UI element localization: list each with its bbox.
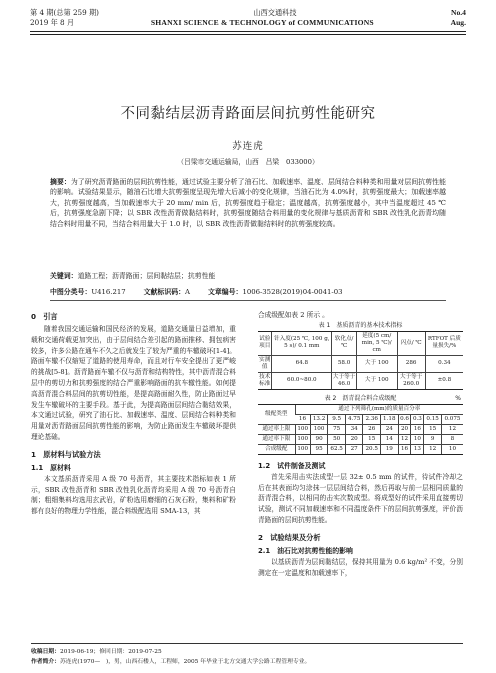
header-rule-thin — [30, 34, 466, 35]
table-cell: 10 — [441, 444, 463, 454]
table-cell: 14 — [381, 434, 399, 444]
issue-date: 2019 年 8 月 — [30, 18, 75, 27]
table-row — [258, 372, 463, 389]
table-cell: 9 — [424, 434, 442, 444]
table-cell: 90 — [310, 434, 328, 444]
table-cell: 15 — [363, 434, 381, 444]
subsection-heading-oil-ratio: 2.1 油石比对抗剪性能的影响 — [258, 546, 353, 555]
table-cell: 实测值 — [258, 355, 272, 372]
doc-code-value: A — [185, 288, 190, 296]
section-heading-intro: 0 引言 — [31, 312, 58, 321]
author-affiliation: （吕梁市交通运输局，山西 吕梁 033000） — [177, 158, 319, 166]
sieve-size: 4.75 — [345, 414, 363, 424]
sieve-size: 0.15 — [424, 414, 442, 424]
author-bio: 苏连虎(1970— )，男，山西石楼人，工程师，2005 年毕业于北方交通大学公路工程管理专业。 — [60, 659, 311, 665]
table-row — [258, 434, 463, 444]
results-paragraph: 以基质沥青为层间黏结层，保持其用量为 0.6 kg/m² 不变，分别测定在一定温度和加载速率下， — [258, 557, 463, 577]
paper-title: 不同黏结层沥青路面层间抗剪性能研究 — [120, 106, 376, 122]
table-cell: 286 — [397, 355, 425, 372]
sieve-size: 9.5 — [328, 414, 346, 424]
subsection-heading-raw-materials: 1.1 原材料 — [31, 463, 71, 472]
table-header: 软化点/ ℃ — [332, 331, 357, 355]
table-cell: 50 — [328, 434, 346, 444]
article-no-value: 1006-3528(2019)04-0041-03 — [242, 288, 343, 296]
table-cell: 26 — [363, 424, 381, 434]
table-cell: 16 — [398, 444, 411, 454]
header-rule — [30, 31, 466, 32]
author-name: 苏连虎 — [232, 141, 264, 152]
sieve-size: 0.3 — [411, 414, 424, 424]
table2-unit: % — [455, 394, 461, 402]
table-cell: 24 — [381, 424, 399, 434]
table-cell: 20 — [345, 434, 363, 444]
table-header: 通过下列筛孔(mm)的质量百分率 — [295, 404, 463, 414]
sieve-size: 16 — [295, 414, 310, 424]
keywords-text: 道路工程；沥青路面；层间黏结层；抗剪性能 — [77, 272, 216, 280]
table-cell: 58.0 — [332, 355, 357, 372]
table-cell: 12 — [424, 444, 442, 454]
table-cell: 15 — [424, 424, 442, 434]
table-cell: 60.0~80.0 — [272, 372, 332, 389]
keywords-label: 关键词： — [50, 272, 78, 280]
table-cell: 34 — [345, 424, 363, 434]
sieve-size: 13.2 — [310, 414, 328, 424]
issue-no: No.4 — [451, 8, 466, 17]
table-cell: 大于 100 — [356, 355, 397, 372]
table-cell: 100 — [295, 424, 310, 434]
table-header: 闪点/ ℃ — [397, 331, 425, 355]
table-cell: 64.8 — [272, 355, 332, 372]
table-cell: 20.5 — [363, 444, 381, 454]
table2-title: 表 2 沥青混合料合成级配 — [324, 394, 397, 402]
table-header: 延度(5 cm/ min, 5 ℃)/ cm — [356, 331, 397, 355]
table-cell: 13 — [411, 444, 424, 454]
table-header: 试验项目 — [258, 331, 272, 355]
table-cell: 16 — [411, 424, 424, 434]
article-no-label: 文章编号： — [207, 288, 243, 296]
table-header: 级配类型 — [258, 404, 295, 424]
table-header: 针入度(25 ℃, 100 g, 5 s)/ 0.1 mm — [272, 331, 332, 355]
received-label: 收稿日期： — [31, 649, 60, 655]
issue-number: 第 4 期(总第 259 期) — [30, 8, 99, 17]
clc-label: 中图分类号： — [50, 288, 92, 296]
table-cell: 27 — [345, 444, 363, 454]
materials-paragraph: 本文基质沥青采用 A 级 70 号沥青，其主要技术指标如表 1 所示，SBR 改性沥青和 SBR 改性乳化沥青均采用 A 级 70 号沥青自制；粗细集料均选用玄武岩，矿粉选用磨细的石灰石粉，集料和矿粉都有良好的物理力学性能，混合料级配选用 SMA-13，其 — [31, 474, 236, 516]
table1-asphalt-properties — [258, 331, 463, 390]
row-label: 通过率上限 — [258, 424, 295, 434]
table-cell: 10 — [411, 434, 424, 444]
table-cell: 12 — [441, 424, 463, 434]
table-cell: 100 — [295, 434, 310, 444]
sieve-size: 1.18 — [381, 414, 399, 424]
table-cell: 75 — [328, 424, 346, 434]
row-label: 合成级配 — [258, 444, 295, 454]
sieve-size: 2.36 — [363, 414, 381, 424]
subsection-heading-specimen: 1.2 试件制备及测试 — [258, 461, 326, 470]
classification-line — [50, 287, 446, 297]
running-header — [30, 8, 466, 42]
footnote — [31, 643, 463, 667]
table-cell: 0.34 — [425, 355, 463, 372]
abstract-text: 为了研究沥青路面的层间抗剪性能，通过试验主要分析了油石比、加载速率、温度、层间结合料种类和用量对层间抗剪性能的影响。试验结果显示，随油石比增大抗剪强度呈现先增大后减小的变化规律，当油石比为 4.0%时，抗剪强度最大；加载速率越大，抗剪强度越高，当加载速率大于 20 mm/ min 后，抗剪强度趋于稳定；温度越高，抗剪强度越小，其中当温度超过 45 ℃后，抗剪强度急剧下降；以 SBR 改性沥青做黏结料时，抗剪强度随结合料用量的变化规律与基质沥青和 SBR 改性乳化沥青均随结合料时用量不同，当结合料用量大于 1.0 时，以 SBR 改性沥青做黏结料时的抗剪强度较高。 — [50, 178, 447, 228]
abstract — [50, 177, 446, 229]
table-cell: 大于 100 — [356, 372, 397, 389]
doc-code-label: 文献标识码： — [143, 288, 185, 296]
table-cell: 大于等于 260.0 — [397, 372, 425, 389]
table1-caption: 表 1 基质沥青的基本技术指标 — [318, 321, 403, 329]
author-bio-label: 作者简介： — [31, 659, 60, 665]
table2-caption — [258, 394, 463, 404]
table-cell: 技术标准 — [258, 372, 272, 389]
table-cell: ±0.8 — [425, 372, 463, 389]
table-cell: 95 — [310, 444, 328, 454]
left-column — [31, 310, 236, 517]
table-cell: 62.5 — [328, 444, 346, 454]
table-row — [258, 444, 463, 454]
table-cell: 12 — [398, 434, 411, 444]
right-column — [258, 310, 463, 578]
sieve-size: 0.6 — [398, 414, 411, 424]
abstract-divider — [50, 300, 446, 301]
table2-gradation — [258, 404, 463, 455]
table-row — [258, 424, 463, 434]
gradation-intro-text: 合成级配如表 2 所示 。 — [258, 311, 329, 319]
table-cell: 大于等于 46.0 — [332, 372, 357, 389]
sieve-size: 0.075 — [441, 414, 463, 424]
journal-name-en: SHANXI SCIENCE & TECHNOLOGY of COMMUNICATIONS — [150, 18, 374, 27]
table-cell: 8 — [441, 434, 463, 444]
keywords — [50, 271, 446, 281]
table-cell: 20 — [398, 424, 411, 434]
intro-paragraph: 随着我国交通运输和国民经济的发展，道路交通量日益增加，重载和交通荷载更加突出，由于层间结合差引起的路面推移、拥包病害较多，许多公路在通车不久之后就发生了较为严重的车辙破坏[1-4]。路面车辙不仅缩短了道路的使用寿命，而且对行车安全提出了更严峻的挑战[5-8]。沥青路面车辙不仅与沥青和结构特性，其中沥青混合料层中的剪切力和抗剪强度的结合严重影响路面的抗车辙性能。如何提高沥青混合料层间的抗剪切性能，是提高路面耐久性，防止路面过早发生车辙破坏的主要手段。基于此，为提高路面层间结合黏结效果，本文通过试验，研究了油石比、加载速率、温度、层间结合料种类和用量对沥青路面层间抗剪性能的影响，为防止路面发生车辙破坏提供理论基础。 — [31, 325, 236, 441]
table-header: RTFOT 后质量损失/% — [425, 331, 463, 355]
section-heading-results: 2 试验结果及分析 — [258, 532, 321, 542]
issue-month: Aug. — [450, 18, 466, 27]
journal-name-cn: 山西交通科技 — [253, 8, 297, 17]
section-heading-materials: 1 原材料与试验方法 — [31, 449, 101, 459]
table-cell: 19 — [381, 444, 399, 454]
specimen-paragraph: 首先采用击实法成型一层 32± 0.5 mm 的试件，待试件冷却之后在其表面均匀涂抹一层层间结合料，然后再取与前一层相同质量的沥青混合料，以相同的击实次数成型。将成型好的试件采用直接剪切试验，测试不同加载速率和不同温度条件下的层间抗剪强度，评价沥青路面的层间抗剪性能。 — [258, 472, 463, 524]
row-label: 通过率下限 — [258, 434, 295, 444]
table-cell: 100 — [310, 424, 328, 434]
abstract-label: 摘要： — [50, 178, 71, 186]
table-row — [258, 355, 463, 372]
received-dates: 2019-06-19；修回日期：2019-07-25 — [60, 649, 162, 655]
clc-value: U416.217 — [91, 288, 126, 296]
table-cell: 100 — [295, 444, 310, 454]
